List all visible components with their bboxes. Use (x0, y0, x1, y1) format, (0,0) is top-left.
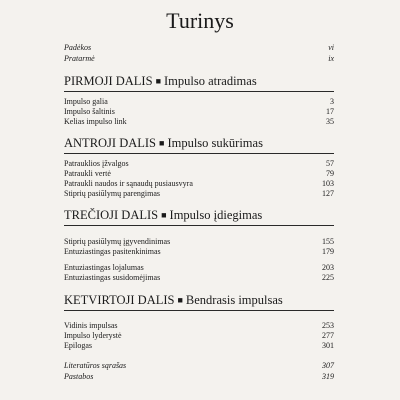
toc-entry-back (64, 360, 334, 371)
entry-page: 203 (322, 263, 334, 272)
entry-page: 3 (330, 97, 334, 106)
part-heading (64, 135, 344, 151)
entry-page: 57 (326, 159, 334, 168)
entry-page: 319 (322, 372, 334, 381)
entry-page: vi (328, 43, 334, 52)
entry-label: Patrauklios įžvalgos (64, 159, 129, 168)
part-heading (64, 73, 344, 89)
entry-page: ix (328, 54, 334, 63)
part-separator-icon: ■ (161, 210, 167, 220)
entry-label: Impulso galia (64, 97, 108, 106)
entry-label: Pratarmė (64, 54, 95, 63)
part-label: TREČIOJI DALIS (64, 208, 159, 222)
entry-label: Pastabos (64, 372, 94, 381)
toc-entry (64, 246, 334, 257)
entry-page: 307 (322, 361, 334, 370)
entry-page: 277 (322, 331, 334, 340)
entry-label: Impulso lyderystė (64, 331, 122, 340)
toc-entry-front (64, 42, 334, 53)
entry-page: 35 (326, 117, 334, 126)
toc-entry (64, 272, 334, 283)
part-heading (64, 292, 344, 308)
entry-label: Entuziastingas pasitenkinimas (64, 247, 161, 256)
entry-label: Impulso šaltinis (64, 107, 115, 116)
toc-entry (64, 340, 334, 351)
entry-page: 155 (322, 237, 334, 246)
entry-page: 103 (322, 179, 334, 188)
entry-page: 225 (322, 273, 334, 282)
divider (64, 310, 334, 311)
toc-entry (64, 188, 334, 199)
part-title: Impulso sukūrimas (167, 136, 263, 150)
entry-label: Entuziastingas susidomėjimas (64, 273, 161, 282)
part-separator-icon: ■ (155, 76, 161, 86)
part-separator-icon: ■ (159, 138, 165, 148)
entry-label: Stiprių pasiūlymų parengimas (64, 189, 160, 198)
part-label: ANTROJI DALIS (64, 136, 157, 150)
entry-label: Vidinis impulsas (64, 321, 118, 330)
entry-label: Literatūros sąrašas (64, 361, 127, 370)
divider (64, 91, 334, 92)
divider (64, 225, 334, 226)
part-label: KETVIRTOJI DALIS (64, 293, 175, 307)
page-title: Turinys (166, 8, 234, 33)
entry-label: Kelias impulso link (64, 117, 127, 126)
entry-label: Epilogas (64, 341, 92, 350)
part-label: PIRMOJI DALIS (64, 74, 153, 88)
toc-entry-front (64, 53, 334, 64)
entry-label: Patraukli naudos ir sąnaudų pusiausvyra (64, 179, 193, 188)
part-title: Impulso įdiegimas (169, 208, 263, 222)
toc-entry (64, 116, 334, 127)
part-title: Impulso atradimas (164, 74, 257, 88)
entry-page: 127 (322, 189, 334, 198)
entry-label: Stiprių pasiūlymų įgyvendinimas (64, 237, 171, 246)
divider (64, 153, 334, 154)
part-title: Bendrasis impulsas (185, 293, 283, 307)
entry-page: 301 (322, 341, 334, 350)
entry-page: 17 (326, 107, 334, 116)
entry-label: Entuziastingas lojalumas (64, 263, 144, 272)
entry-page: 253 (322, 321, 334, 330)
part-separator-icon: ■ (177, 295, 183, 305)
entry-label: Patraukli vertė (64, 169, 111, 178)
entry-label: Padėkos (64, 43, 92, 52)
entry-page: 179 (322, 247, 334, 256)
toc-entry-back (64, 371, 334, 382)
part-heading (64, 207, 344, 223)
entry-page: 79 (326, 169, 334, 178)
